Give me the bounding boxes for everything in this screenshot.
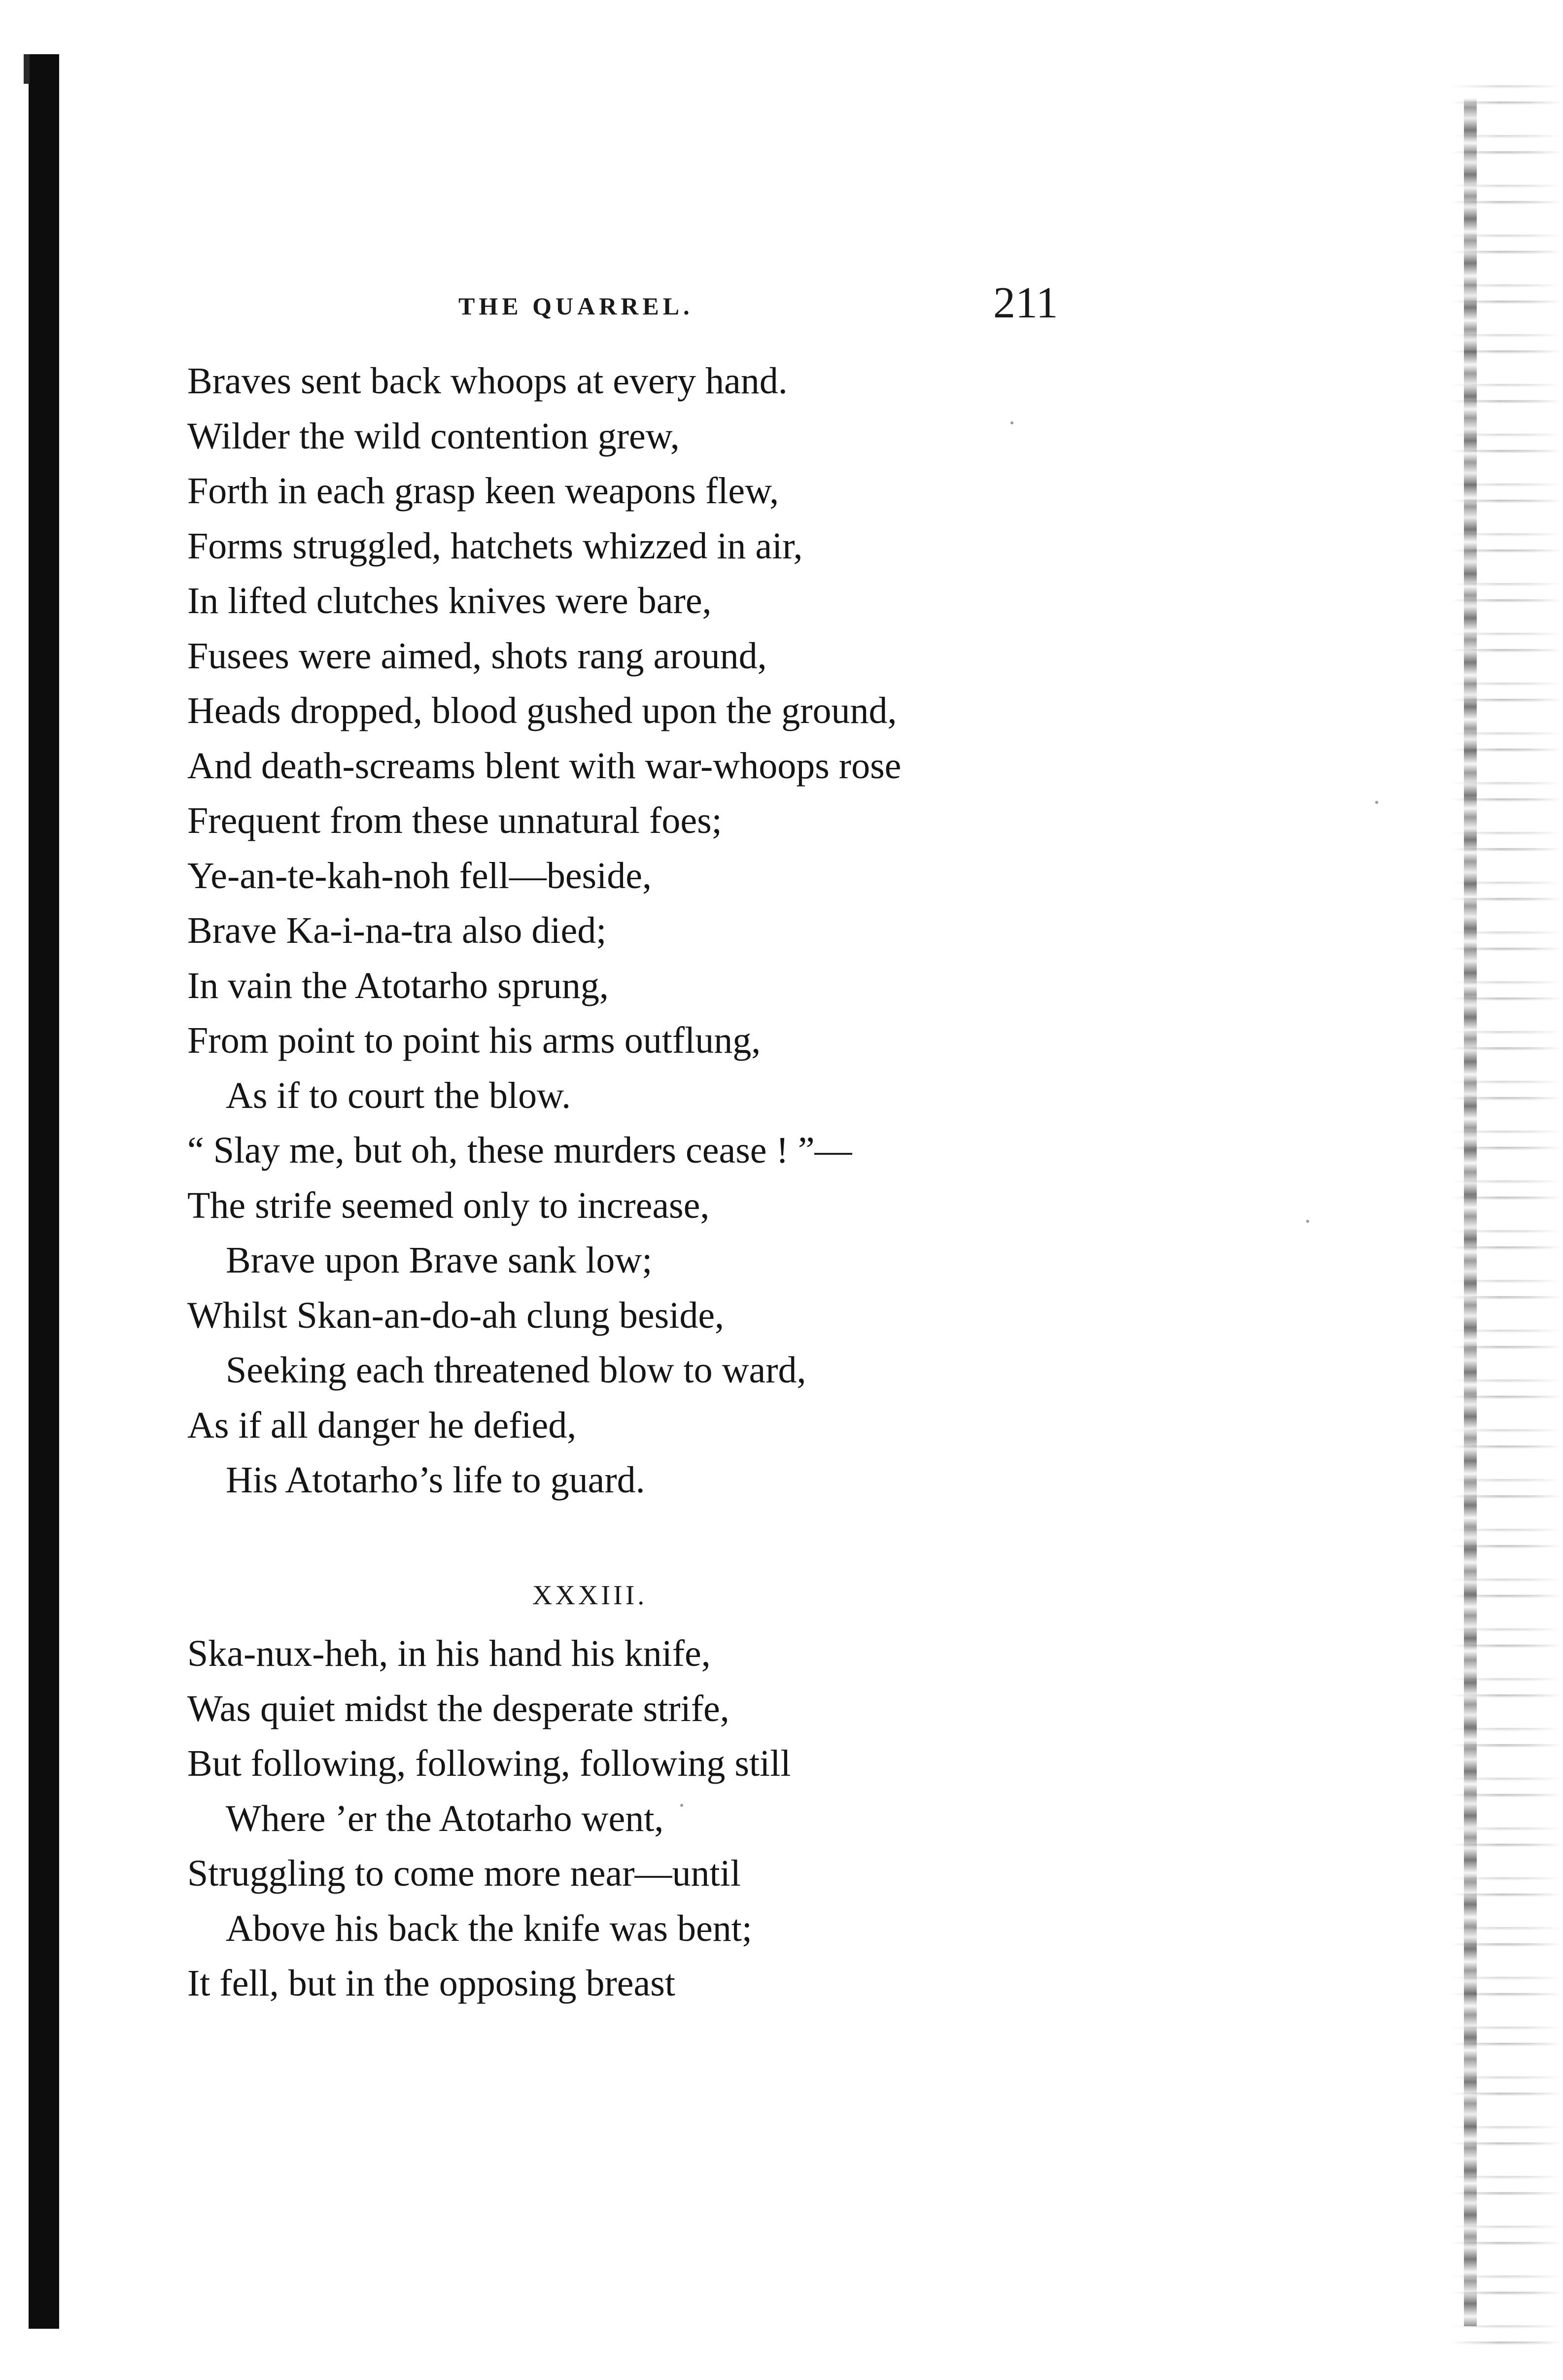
verse-line: Brave Ka-i-na-tra also died; — [187, 910, 607, 951]
verse-line: Wilder the wild contention grew, — [187, 415, 680, 457]
verse-line: From point to point his arms outflung, — [187, 1020, 761, 1061]
paper-speck — [1375, 801, 1378, 804]
verse-line: But following, following, following still — [187, 1743, 791, 1784]
verse-line: Seeking each threatened blow to ward, — [226, 1349, 806, 1391]
verse-line: Above his back the knife was bent; — [226, 1907, 752, 1949]
paper-speck — [1306, 1220, 1309, 1223]
verse-line: Struggling to come more near—until — [187, 1853, 741, 1894]
verse-line: Heads dropped, blood gushed upon the ground, — [187, 690, 897, 731]
verse-line: “ Slay me, but oh, these murders cease ! ”— — [187, 1130, 852, 1171]
verse-line: Ye-an-te-kah-noh fell—beside, — [187, 855, 652, 897]
stanza-2 — [187, 1626, 791, 2011]
paper-speck — [1010, 421, 1013, 424]
verse-line: Frequent from these unnatural foes; — [187, 800, 722, 841]
verse-line: Forms struggled, hatchets whizzed in air, — [187, 525, 803, 567]
verse-line: As if all danger he defied, — [187, 1404, 577, 1446]
page-number: 211 — [993, 278, 1058, 327]
section-numeral: XXXIII. — [532, 1580, 648, 1611]
stanza-1 — [187, 354, 901, 1508]
verse-line: Fusees were aimed, shots rang around, — [187, 635, 767, 677]
binding-edge — [29, 54, 59, 2329]
paper-speck — [680, 1804, 683, 1807]
verse-line: And death-screams blent with war-whoops rose — [187, 745, 902, 787]
verse-line: Ska-nux-heh, in his hand his knife, — [187, 1633, 711, 1674]
verse-line: It fell, but in the opposing breast — [187, 1963, 675, 2004]
verse-line: Where ’er the Atotarho went, — [226, 1797, 664, 1839]
verse-line: As if to court the blow. — [226, 1074, 571, 1116]
verse-line: Brave upon Brave sank low; — [226, 1240, 653, 1281]
verse-line: Braves sent back whoops at every hand. — [187, 360, 788, 402]
scan-gutter-dark-strip — [1464, 99, 1477, 2326]
verse-line: Forth in each grasp keen weapons flew, — [187, 470, 779, 512]
verse-line: His Atotarho’s life to guard. — [226, 1459, 645, 1501]
verse-line: Was quiet midst the desperate strife, — [187, 1688, 729, 1729]
verse-line: In lifted clutches knives were bare, — [187, 580, 712, 621]
verse-line: Whilst Skan-an-do-ah clung beside, — [187, 1294, 725, 1336]
binding-edge-top — [24, 54, 30, 84]
verse-line: In vain the Atotarho sprung, — [187, 965, 609, 1006]
verse-line: The strife seemed only to increase, — [187, 1184, 710, 1226]
running-head: THE QUARREL. — [458, 292, 694, 320]
